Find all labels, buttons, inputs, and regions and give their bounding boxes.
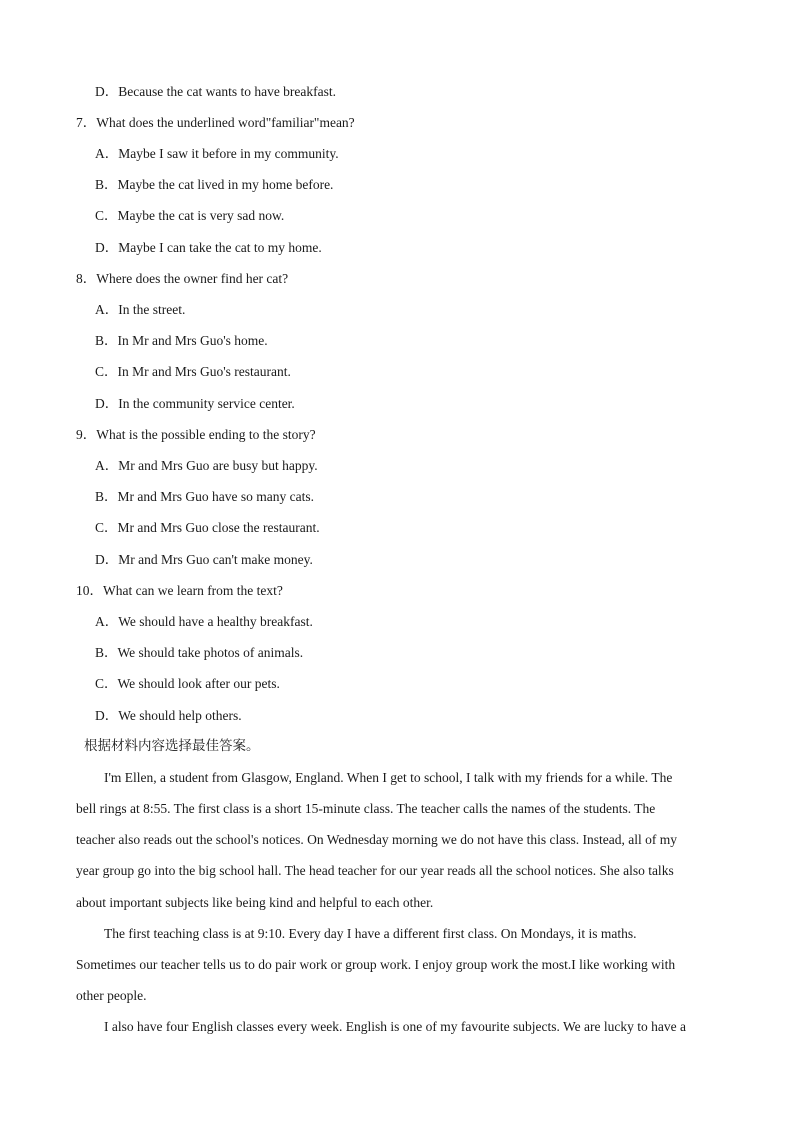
passage-p2-line-1: The first teaching class is at 9:10. Every day I have a different first class. On Mondays, it is maths. <box>104 926 637 941</box>
q9-option-c: C．Mr and Mrs Guo close the restaurant. <box>95 520 320 535</box>
q7-option-b: B．Maybe the cat lived in my home before. <box>95 177 334 192</box>
passage-p1-line-4: year group go into the big school hall. The head teacher for our year reads all the school notices. She also talks <box>76 863 674 878</box>
q9-stem: 9．What is the possible ending to the story? <box>76 427 316 442</box>
passage-p1-line-3: teacher also reads out the school's notices. On Wednesday morning we do not have this class. Instead, all of my <box>76 832 677 847</box>
q7-stem: 7．What does the underlined word"familiar"mean? <box>76 115 355 130</box>
passage-p2-line-2: Sometimes our teacher tells us to do pair work or group work. I enjoy group work the most.I like working with <box>76 957 676 972</box>
q10-option-a: A．We should have a healthy breakfast. <box>95 614 313 629</box>
q8-option-d: D．In the community service center. <box>95 396 295 411</box>
section-instruction: 根据材料内容选择最佳答案。 <box>84 738 260 754</box>
passage-p1-line-1: I'm Ellen, a student from Glasgow, England. When I get to school, I talk with my friends for a while. The <box>104 770 673 785</box>
q9-option-d: D．Mr and Mrs Guo can't make money. <box>95 552 313 567</box>
q7-option-a: A．Maybe I saw it before in my community. <box>95 146 339 161</box>
q8-option-b: B．In Mr and Mrs Guo's home. <box>95 333 268 348</box>
q9-option-b: B．Mr and Mrs Guo have so many cats. <box>95 489 314 504</box>
q8-stem: 8．Where does the owner find her cat? <box>76 271 289 286</box>
passage-p3-line-1: I also have four English classes every week. English is one of my favourite subjects. We are lucky to have a <box>104 1019 686 1034</box>
q6-option-d: D．Because the cat wants to have breakfast. <box>95 84 337 99</box>
q10-stem: 10．What can we learn from the text? <box>76 583 283 598</box>
q9-option-a: A．Mr and Mrs Guo are busy but happy. <box>95 458 318 473</box>
q8-option-a: A．In the street. <box>95 302 186 317</box>
q8-option-c: C．In Mr and Mrs Guo's restaurant. <box>95 364 291 379</box>
q7-option-c: C．Maybe the cat is very sad now. <box>95 208 285 223</box>
passage-p1-line-5: about important subjects like being kind and helpful to each other. <box>76 895 434 910</box>
q10-option-c: C．We should look after our pets. <box>95 676 280 691</box>
q10-option-d: D．We should help others. <box>95 708 242 723</box>
passage-p1-line-2: bell rings at 8:55. The first class is a short 15-minute class. The teacher calls the names of the students. The <box>76 801 656 816</box>
q7-option-d: D．Maybe I can take the cat to my home. <box>95 240 322 255</box>
passage-p2-line-3: other people. <box>76 988 147 1003</box>
q10-option-b: B．We should take photos of animals. <box>95 645 304 660</box>
